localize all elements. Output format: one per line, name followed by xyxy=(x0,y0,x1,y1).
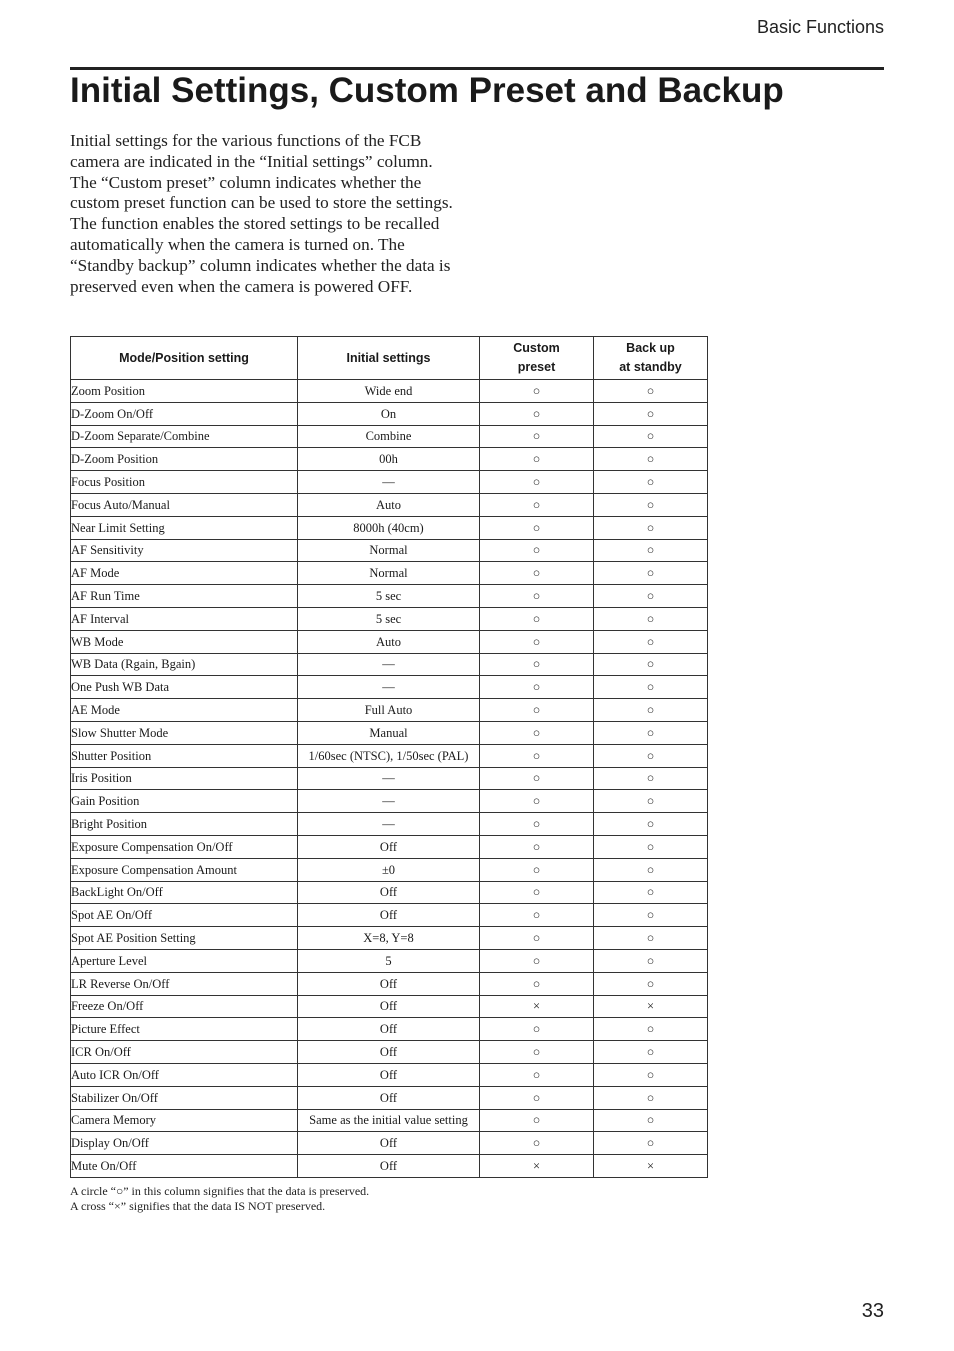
cell-backup-standby-mark: ○ xyxy=(594,881,708,904)
cell-mode-position: Freeze On/Off xyxy=(71,995,298,1018)
table-row xyxy=(71,380,708,403)
cell-initial-setting: — xyxy=(298,471,480,494)
table-row xyxy=(71,676,708,699)
cell-initial-setting: X=8, Y=8 xyxy=(298,927,480,950)
cell-backup-standby-mark: ○ xyxy=(594,448,708,471)
cell-backup-standby-mark: ○ xyxy=(594,744,708,767)
cell-backup-standby-mark: ○ xyxy=(594,539,708,562)
cell-initial-setting: 5 sec xyxy=(298,585,480,608)
table-row xyxy=(71,881,708,904)
table-row xyxy=(71,767,708,790)
cell-custom-preset-mark: ○ xyxy=(480,653,594,676)
cell-custom-preset-mark: × xyxy=(480,995,594,1018)
table-row xyxy=(71,607,708,630)
cell-mode-position: Aperture Level xyxy=(71,949,298,972)
cell-mode-position: BackLight On/Off xyxy=(71,881,298,904)
cell-custom-preset-mark: ○ xyxy=(480,516,594,539)
cell-initial-setting: Off xyxy=(298,972,480,995)
table-row xyxy=(71,790,708,813)
cell-custom-preset-mark: ○ xyxy=(480,1041,594,1064)
cell-mode-position: Stabilizer On/Off xyxy=(71,1086,298,1109)
cell-backup-standby-mark: ○ xyxy=(594,1132,708,1155)
cell-mode-position: LR Reverse On/Off xyxy=(71,972,298,995)
table-row xyxy=(71,995,708,1018)
cell-backup-standby-mark: ○ xyxy=(594,676,708,699)
cell-backup-standby-mark: ○ xyxy=(594,1041,708,1064)
table-row xyxy=(71,425,708,448)
cell-custom-preset-mark: ○ xyxy=(480,881,594,904)
cell-mode-position: One Push WB Data xyxy=(71,676,298,699)
cell-custom-preset-mark: ○ xyxy=(480,380,594,403)
cell-custom-preset-mark: ○ xyxy=(480,949,594,972)
cell-custom-preset-mark: ○ xyxy=(480,562,594,585)
cell-initial-setting: 5 xyxy=(298,949,480,972)
table-row xyxy=(71,653,708,676)
cell-mode-position: Focus Auto/Manual xyxy=(71,493,298,516)
cell-backup-standby-mark: ○ xyxy=(594,585,708,608)
cell-custom-preset-mark: ○ xyxy=(480,676,594,699)
cell-custom-preset-mark: ○ xyxy=(480,972,594,995)
table-row xyxy=(71,699,708,722)
cell-mode-position: Near Limit Setting xyxy=(71,516,298,539)
cell-mode-position: AF Sensitivity xyxy=(71,539,298,562)
cell-backup-standby-mark: ○ xyxy=(594,813,708,836)
page-title: Initial Settings, Custom Preset and Backup xyxy=(70,71,784,110)
cell-mode-position: Camera Memory xyxy=(71,1109,298,1132)
cell-initial-setting: Same as the initial value setting xyxy=(298,1109,480,1132)
cell-custom-preset-mark: ○ xyxy=(480,721,594,744)
table-row xyxy=(71,972,708,995)
cell-custom-preset-mark: ○ xyxy=(480,767,594,790)
cell-mode-position: Display On/Off xyxy=(71,1132,298,1155)
cell-initial-setting: Full Auto xyxy=(298,699,480,722)
cell-backup-standby-mark: ○ xyxy=(594,949,708,972)
table-row xyxy=(71,927,708,950)
header-initial-settings: Initial settings xyxy=(298,337,480,380)
table-row xyxy=(71,858,708,881)
cell-initial-setting: Off xyxy=(298,1018,480,1041)
table-row xyxy=(71,744,708,767)
cell-backup-standby-mark: ○ xyxy=(594,790,708,813)
table-row xyxy=(71,448,708,471)
cell-backup-standby-mark: ○ xyxy=(594,835,708,858)
cell-custom-preset-mark: ○ xyxy=(480,471,594,494)
cell-custom-preset-mark: ○ xyxy=(480,630,594,653)
cell-initial-setting: Wide end xyxy=(298,380,480,403)
cell-mode-position: D-Zoom Position xyxy=(71,448,298,471)
cell-backup-standby-mark: ○ xyxy=(594,858,708,881)
cell-backup-standby-mark: ○ xyxy=(594,562,708,585)
header-custom-line1: Custom xyxy=(513,341,560,355)
cell-initial-setting: ±0 xyxy=(298,858,480,881)
cell-custom-preset-mark: ○ xyxy=(480,858,594,881)
table-row xyxy=(71,721,708,744)
table-row xyxy=(71,1109,708,1132)
cell-backup-standby-mark: ○ xyxy=(594,1086,708,1109)
table-row xyxy=(71,1086,708,1109)
cell-mode-position: Shutter Position xyxy=(71,744,298,767)
cell-custom-preset-mark: ○ xyxy=(480,699,594,722)
cell-custom-preset-mark: ○ xyxy=(480,927,594,950)
table-row xyxy=(71,402,708,425)
table-row xyxy=(71,630,708,653)
cell-mode-position: Iris Position xyxy=(71,767,298,790)
header-backup-line1: Back up xyxy=(626,341,675,355)
cell-custom-preset-mark: ○ xyxy=(480,425,594,448)
cell-initial-setting: Off xyxy=(298,1155,480,1178)
table-row xyxy=(71,493,708,516)
note-circle: A circle “○” in this column signifies that the data is preserved. xyxy=(70,1184,370,1198)
cell-backup-standby-mark: ○ xyxy=(594,630,708,653)
cell-mode-position: Focus Position xyxy=(71,471,298,494)
cell-initial-setting: 5 sec xyxy=(298,607,480,630)
settings-table xyxy=(70,336,708,1178)
cell-backup-standby-mark: ○ xyxy=(594,904,708,927)
cell-mode-position: D-Zoom Separate/Combine xyxy=(71,425,298,448)
cell-backup-standby-mark: ○ xyxy=(594,493,708,516)
cell-backup-standby-mark: ○ xyxy=(594,927,708,950)
cell-mode-position: WB Data (Rgain, Bgain) xyxy=(71,653,298,676)
table-row xyxy=(71,949,708,972)
cell-mode-position: AF Interval xyxy=(71,607,298,630)
cell-backup-standby-mark: ○ xyxy=(594,380,708,403)
cell-initial-setting: 1/60sec (NTSC), 1/50sec (PAL) xyxy=(298,744,480,767)
cell-backup-standby-mark: ○ xyxy=(594,1018,708,1041)
cell-mode-position: Mute On/Off xyxy=(71,1155,298,1178)
table-row xyxy=(71,539,708,562)
cell-mode-position: D-Zoom On/Off xyxy=(71,402,298,425)
cell-mode-position: Exposure Compensation Amount xyxy=(71,858,298,881)
cell-backup-standby-mark: ○ xyxy=(594,972,708,995)
cell-custom-preset-mark: ○ xyxy=(480,448,594,471)
cell-mode-position: Slow Shutter Mode xyxy=(71,721,298,744)
cell-custom-preset-mark: ○ xyxy=(480,744,594,767)
header-custom-line2: preset xyxy=(517,360,556,374)
cell-initial-setting: Off xyxy=(298,1086,480,1109)
cell-custom-preset-mark: ○ xyxy=(480,585,594,608)
cell-initial-setting: 00h xyxy=(298,448,480,471)
cell-mode-position: Bright Position xyxy=(71,813,298,836)
cell-custom-preset-mark: ○ xyxy=(480,1109,594,1132)
cell-custom-preset-mark: × xyxy=(480,1155,594,1178)
header-backup-line2: at standby xyxy=(619,360,682,374)
cell-mode-position: Spot AE Position Setting xyxy=(71,927,298,950)
cell-initial-setting: Auto xyxy=(298,630,480,653)
cell-initial-setting: Auto xyxy=(298,493,480,516)
cell-backup-standby-mark: ○ xyxy=(594,402,708,425)
table-row xyxy=(71,1155,708,1178)
cell-custom-preset-mark: ○ xyxy=(480,539,594,562)
cell-mode-position: Spot AE On/Off xyxy=(71,904,298,927)
cell-backup-standby-mark: ○ xyxy=(594,767,708,790)
cell-initial-setting: Off xyxy=(298,1063,480,1086)
table-row xyxy=(71,1063,708,1086)
cell-initial-setting: Off xyxy=(298,1132,480,1155)
cell-initial-setting: — xyxy=(298,813,480,836)
cell-initial-setting: Normal xyxy=(298,562,480,585)
cell-custom-preset-mark: ○ xyxy=(480,402,594,425)
cell-initial-setting: — xyxy=(298,767,480,790)
cell-custom-preset-mark: ○ xyxy=(480,904,594,927)
table-row xyxy=(71,471,708,494)
cell-custom-preset-mark: ○ xyxy=(480,1086,594,1109)
cell-initial-setting: — xyxy=(298,676,480,699)
settings-table-body xyxy=(71,380,708,1178)
cell-initial-setting: — xyxy=(298,790,480,813)
cell-mode-position: Exposure Compensation On/Off xyxy=(71,835,298,858)
header-backup-standby xyxy=(594,337,708,380)
table-row xyxy=(71,1041,708,1064)
cell-custom-preset-mark: ○ xyxy=(480,1063,594,1086)
table-row xyxy=(71,1018,708,1041)
table-row xyxy=(71,813,708,836)
cell-initial-setting: Off xyxy=(298,835,480,858)
cell-initial-setting: Manual xyxy=(298,721,480,744)
cell-backup-standby-mark: ○ xyxy=(594,699,708,722)
table-header-row xyxy=(71,337,708,380)
cell-backup-standby-mark: × xyxy=(594,995,708,1018)
cell-custom-preset-mark: ○ xyxy=(480,493,594,516)
cell-initial-setting: Combine xyxy=(298,425,480,448)
header-custom-preset xyxy=(480,337,594,380)
cell-backup-standby-mark: ○ xyxy=(594,721,708,744)
cell-mode-position: AF Mode xyxy=(71,562,298,585)
table-row xyxy=(71,516,708,539)
cell-backup-standby-mark: ○ xyxy=(594,607,708,630)
page-number: 33 xyxy=(861,1300,884,1322)
cell-custom-preset-mark: ○ xyxy=(480,1018,594,1041)
cell-backup-standby-mark: ○ xyxy=(594,1063,708,1086)
cell-initial-setting: Normal xyxy=(298,539,480,562)
cell-initial-setting: On xyxy=(298,402,480,425)
cell-initial-setting: — xyxy=(298,653,480,676)
table-row xyxy=(71,585,708,608)
table-row xyxy=(71,835,708,858)
table-row xyxy=(71,904,708,927)
cell-mode-position: ICR On/Off xyxy=(71,1041,298,1064)
cell-initial-setting: 8000h (40cm) xyxy=(298,516,480,539)
section-label: Basic Functions xyxy=(756,17,884,37)
cell-backup-standby-mark: ○ xyxy=(594,653,708,676)
cell-initial-setting: Off xyxy=(298,881,480,904)
header-mode-position: Mode/Position setting xyxy=(71,337,298,380)
table-row xyxy=(71,562,708,585)
cell-backup-standby-mark: ○ xyxy=(594,516,708,539)
cell-mode-position: WB Mode xyxy=(71,630,298,653)
intro-paragraph: Initial settings for the various functions of the FCB camera are indicated in the “Initial settings” column. The “Custom preset” column indicates whether the custom preset function can be used to store the settings. The function enables the stored settings to be recalled automatically when the camera is turned on. The “Standby backup” column indicates whether the data is preserved even when the camera is powered OFF. xyxy=(70,131,453,296)
cell-backup-standby-mark: × xyxy=(594,1155,708,1178)
table-row xyxy=(71,1132,708,1155)
cell-mode-position: Zoom Position xyxy=(71,380,298,403)
cell-custom-preset-mark: ○ xyxy=(480,813,594,836)
table-notes xyxy=(70,1184,369,1214)
cell-mode-position: Gain Position xyxy=(71,790,298,813)
cell-mode-position: Auto ICR On/Off xyxy=(71,1063,298,1086)
cell-custom-preset-mark: ○ xyxy=(480,790,594,813)
cell-initial-setting: Off xyxy=(298,995,480,1018)
cell-initial-setting: Off xyxy=(298,1041,480,1064)
cell-custom-preset-mark: ○ xyxy=(480,607,594,630)
cell-mode-position: AF Run Time xyxy=(71,585,298,608)
cell-custom-preset-mark: ○ xyxy=(480,1132,594,1155)
cell-mode-position: Picture Effect xyxy=(71,1018,298,1041)
cell-custom-preset-mark: ○ xyxy=(480,835,594,858)
cell-backup-standby-mark: ○ xyxy=(594,425,708,448)
cell-initial-setting: Off xyxy=(298,904,480,927)
cell-mode-position: AE Mode xyxy=(71,699,298,722)
note-cross: A cross “×” signifies that the data IS NOT preserved. xyxy=(70,1199,326,1213)
cell-backup-standby-mark: ○ xyxy=(594,471,708,494)
cell-backup-standby-mark: ○ xyxy=(594,1109,708,1132)
